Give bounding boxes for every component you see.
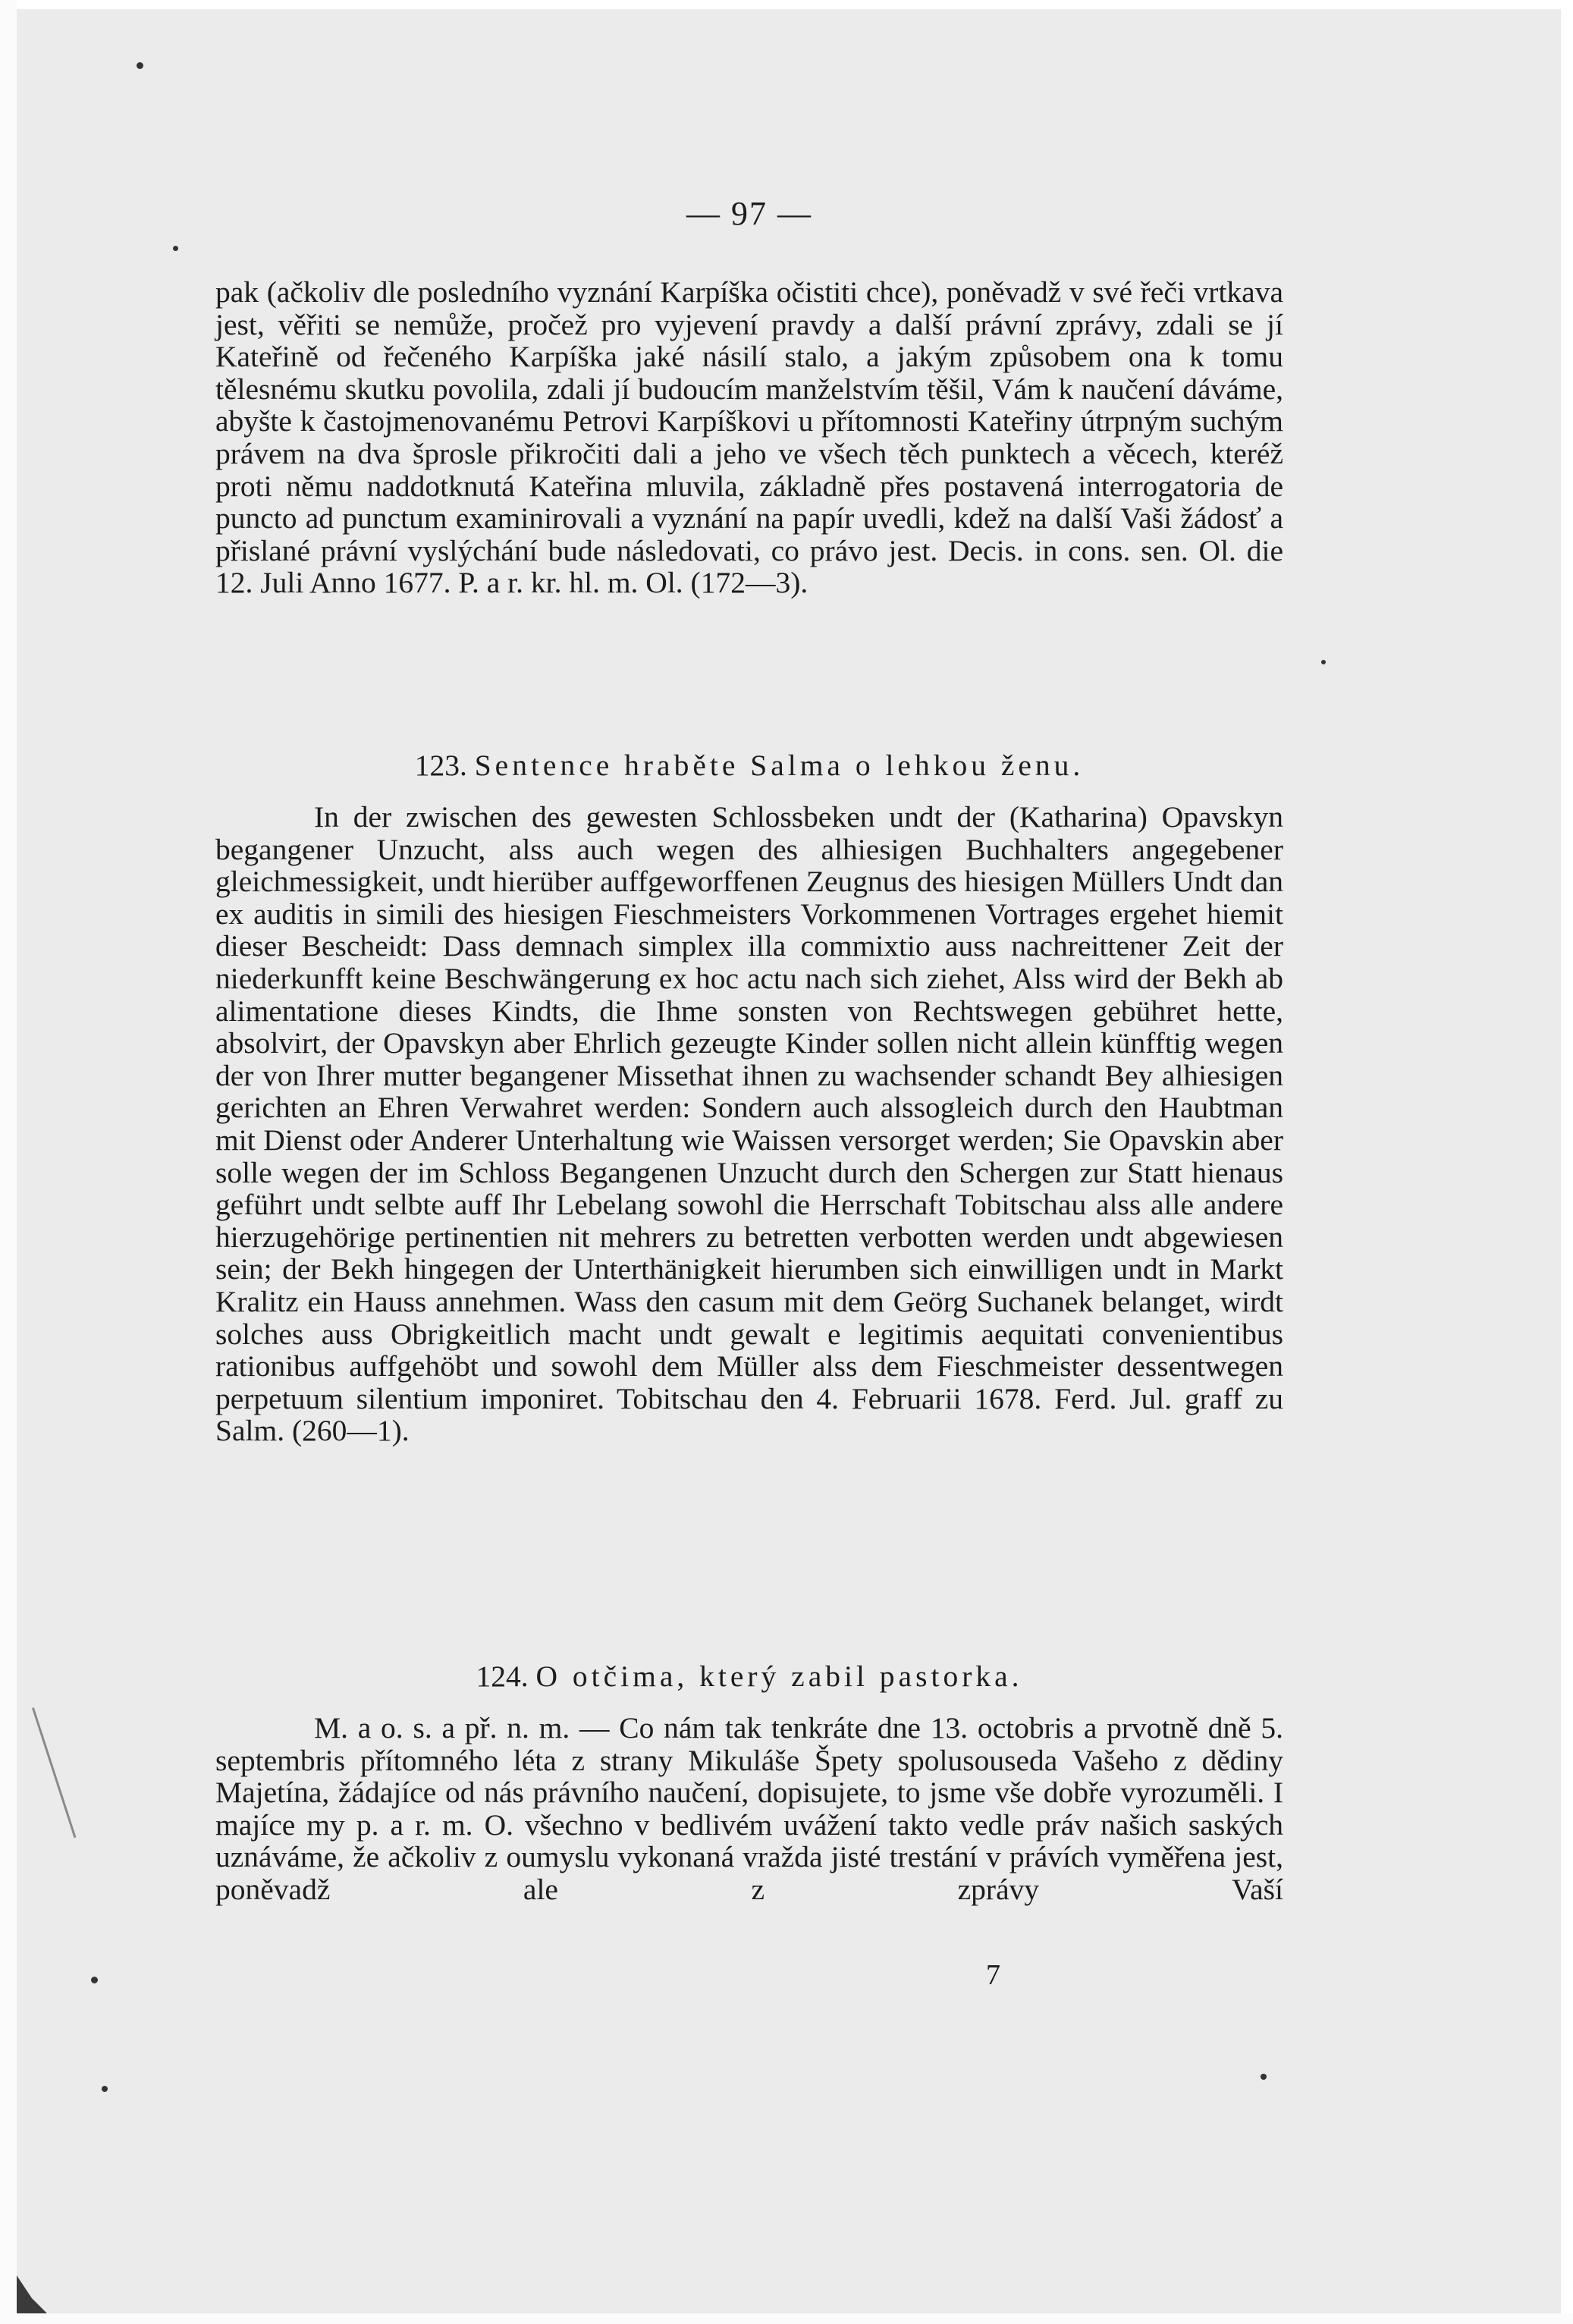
page-number: — 97 — [686,195,812,232]
dust-speck [1321,660,1326,664]
section-body-123: In der zwischen des gewesten Schlossbeken undt der (Katharina) Opavskyn begangener Unzucht, alss auch wegen des alhiesigen Buchhalters angegebener gleichmessigkeit, undt hierüber auffgeworffenen Zeugnus des hiesigen Müllers Undt dan ex auditis in simili des hiesigen Fieschmeisters Vorkommenen Vortrages ergehet hiemit dieser Bescheidt: Dass demnach simplex illa commixtio auss nachreittener Zeit der niederkunfft keine Beschwängerung ex hoc actu nach sich ziehet, Alss wird der Bekh ab alimentatione dieses Kindts, die Ihme sonsten von Rechtswegen gebühret hette, absolvirt, der Opavskyn aber Ehrlich gezeugte Kinder sollen nicht allein künfftig wegen der von Ihrer mutter begangener Missethat ihnen zu wachsender schandt Bey alhiesigen gerichten an Ehren Verwahret werden: Sondern auch alssogleich durch den Haubtman mit Dienst oder Anderer Unterhaltung wie Waissen versorget werden; Sie Opavskin aber solle wegen der im Schloss Begangenen Unzucht durch den Schergen zur Statt hienaus geführt undt selbte auff Ihr Lebelang sowohl die Herrschaft Tobitschau alss alle andere hierzugehörige pertinentien nit mehrers zu betretten verbotten werden undt abgewiesen sein; der Bekh hingegen der Unterthänigkeit hierumben sich einwilligen undt in Markt Kralitz ein Hauss annehmen. Wass den casum mit dem Geörg Suchanek belanget, wirdt solches auss Obrigkeitlich macht undt gewalt e legitimis aequitati convenientibus rationibus auffgehöbt und sowohl dem Müller alss dem Fieschmeister dessentwegen perpetuum silentium imponiret. Tobitschau den 4. Februarii 1678. Ferd. Jul. graff zu Salm. (260—1). [215,800,1283,1448]
section-body-124: M. a o. s. a př. n. m. — Co nám tak tenkráte dne 13. octobris a prvotně dně 5. septembris přítomného léta z strany Mikuláše Špety spolusouseda Vašeho z dědiny Majetína, žádajíce od nás právního naučení, dopisujete, to jsme vše dobře vyrozuměli. I majíce my p. a r. m. O. všechno v bedlivém uvážení takto vedle práv našich saských uznáváme, že ačkoliv z oumyslu vykonaná vražda jisté trestání v právích vyměřena jest, poněvadž ale z zprávy Vaší [215,1711,1283,1906]
torn-corner [17,2268,55,2313]
dust-speck [91,1977,98,1983]
section-heading-123 [215,749,1283,782]
dust-speck [137,62,143,69]
section-heading-124 [215,1660,1283,1693]
signature-mark: 7 [986,1959,1000,1991]
dust-speck [102,2086,108,2092]
paragraph-continuation: pak (ačkoliv dle posledního vyznání Karpíška očistiti chce), poněvadž v své řeči vrtkava jest, věřiti se nemůže, pročež pro vyjevení pravdy a další právní zprávy, zdali se jí Kateřině od řečeného Karpíška jaké násilí stalo, a jakým způsobem ona k tomu tělesnému skutku povolila, zdali jí budoucím manželstvím těšil, Vám k naučení dáváme, abyšte k častojmenovanému Petrovi Karpíškovi u přítomnosti Kateřiny útrpným suchým právem na dva šprosle přikročiti dali a jeho ve všech těch punktech a věcech, kteréž proti němu naddotknutá Kateřina mluvila, základně přes postavená interrogatoria de puncto ad punctum examinirovali a vyznání na papír uvedli, kdež na další Vaši žádosť a přislané právní vyslýchání bude následovati, co právo jest. Decis. in cons. sen. Ol. die 12. Juli Anno 1677. P. a r. kr. hl. m. Ol. (172—3). [215,275,1283,600]
scan-margin-bottom [0,2313,1573,2324]
section-title: O otčima, který zabil pastorka. [535,1660,1023,1693]
section-number: 123. [414,749,467,782]
section-number: 124. [476,1660,529,1693]
section-title: Sentence hraběte Salma o lehkou ženu. [474,749,1085,782]
dust-speck [1261,2074,1267,2080]
scanned-page [17,9,1561,2313]
dust-speck [173,246,178,251]
page-crease [32,1707,76,1838]
scan-margin-left [0,0,17,2324]
